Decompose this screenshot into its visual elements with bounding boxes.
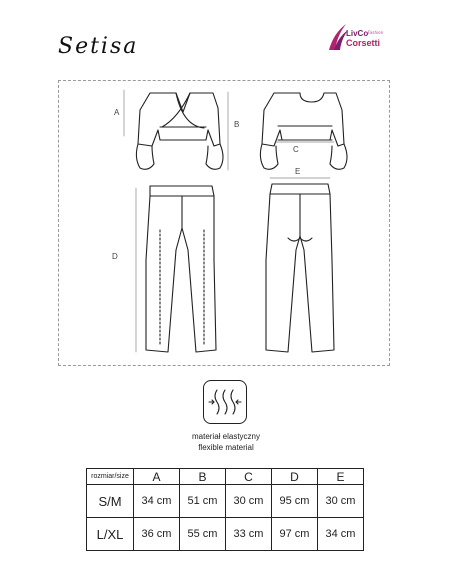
table-row	[87, 518, 364, 551]
measure-label-b: B	[234, 120, 240, 129]
logo-tagline: Fashion	[368, 30, 384, 35]
table-cell: 30 cm	[226, 485, 272, 518]
trousers-back-drawing	[266, 184, 334, 352]
stretch-fabric-icon	[203, 380, 247, 424]
table-cell: 97 cm	[272, 518, 318, 551]
measure-label-a: A	[114, 108, 120, 117]
column-header-a: A	[134, 469, 180, 485]
column-header-e: E	[318, 469, 364, 485]
column-header-c: C	[226, 469, 272, 485]
measure-label-d: D	[112, 252, 118, 261]
table-cell: 51 cm	[180, 485, 226, 518]
table-cell: 36 cm	[134, 518, 180, 551]
table-cell: 34 cm	[318, 518, 364, 551]
product-title: Setisa	[58, 34, 139, 59]
size-table-header	[87, 469, 364, 485]
material-label-pl: materiał elastyczny	[191, 432, 261, 441]
top-front-drawing	[136, 93, 223, 169]
size-label: L/XL	[87, 518, 134, 551]
table-cell: 30 cm	[318, 485, 364, 518]
top-back-drawing	[260, 93, 347, 169]
measure-label-d-e: E	[295, 167, 301, 176]
size-table-corner: rozmiar/size	[87, 469, 134, 485]
measure-label-c: C	[293, 145, 299, 154]
logo-brand-text: LivCo Corsetti	[346, 29, 381, 48]
material-label-en: flexible material	[198, 443, 254, 452]
trousers-front-drawing	[146, 186, 216, 352]
table-cell: 34 cm	[134, 485, 180, 518]
table-row	[87, 485, 364, 518]
size-label: S/M	[87, 485, 134, 518]
table-cell: 95 cm	[272, 485, 318, 518]
table-cell: 55 cm	[180, 518, 226, 551]
measure-guides	[124, 90, 334, 352]
table-cell: 33 cm	[226, 518, 272, 551]
size-table	[86, 468, 364, 551]
column-header-d: D	[272, 469, 318, 485]
column-header-b: B	[180, 469, 226, 485]
